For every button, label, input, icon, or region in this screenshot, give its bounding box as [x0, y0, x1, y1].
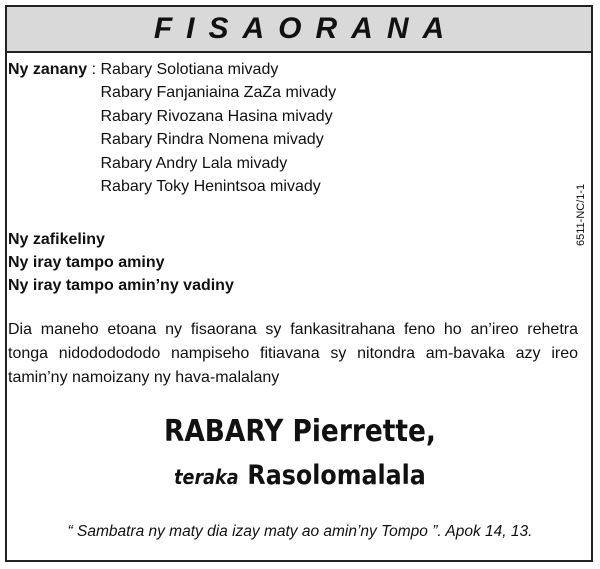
maiden-name: Rasolomalala: [247, 460, 426, 491]
children-section: [8, 58, 580, 198]
maiden-name-line: [36, 460, 564, 491]
family-line: Ny iray tampo amin’ny vadiny: [8, 277, 234, 294]
notice-title: FISAORANA: [153, 12, 459, 45]
list-item: Rabary Andry Lala mivady: [100, 154, 288, 172]
list-item: Rabary Rivozana Hasina mivady: [100, 107, 333, 125]
reference-code: 6511-NC/1-1: [575, 183, 587, 246]
children-row: [8, 58, 580, 198]
family-line: Ny zafikeliny: [8, 231, 105, 248]
list-item: Rabary Rindra Nomena mivady: [100, 131, 324, 149]
thanks-paragraph: Dia maneho etoana ny fisaorana sy fankasitrahana feno ho an’ireo rehetra tonga nidododododo nampiseho fitiavana sy nitondra am-bavaka azy ireo tamin’ny namoizany ny hava-malalany: [8, 321, 578, 386]
list-item: Rabary Fanjaniaina ZaZa mivady: [100, 84, 337, 102]
children-colon: :: [87, 61, 101, 78]
deceased-name: RABARY Pierrette,: [164, 414, 436, 449]
list-item: Rabary Toky Henintsoa mivady: [100, 177, 321, 195]
header-bar: [7, 7, 591, 53]
bible-quote: “ Sambatra ny maty dia izay maty ao amin’ny Tompo ”. Apok 14, 13.: [67, 523, 533, 540]
maiden-prefix: teraka: [174, 465, 239, 489]
children-list: [100, 58, 336, 198]
family-lines: [8, 228, 234, 297]
list-item: Rabary Solotiana mivady: [100, 61, 279, 78]
family-line: Ny iray tampo aminy: [8, 254, 165, 271]
children-label: Ny zanany: [8, 61, 88, 78]
